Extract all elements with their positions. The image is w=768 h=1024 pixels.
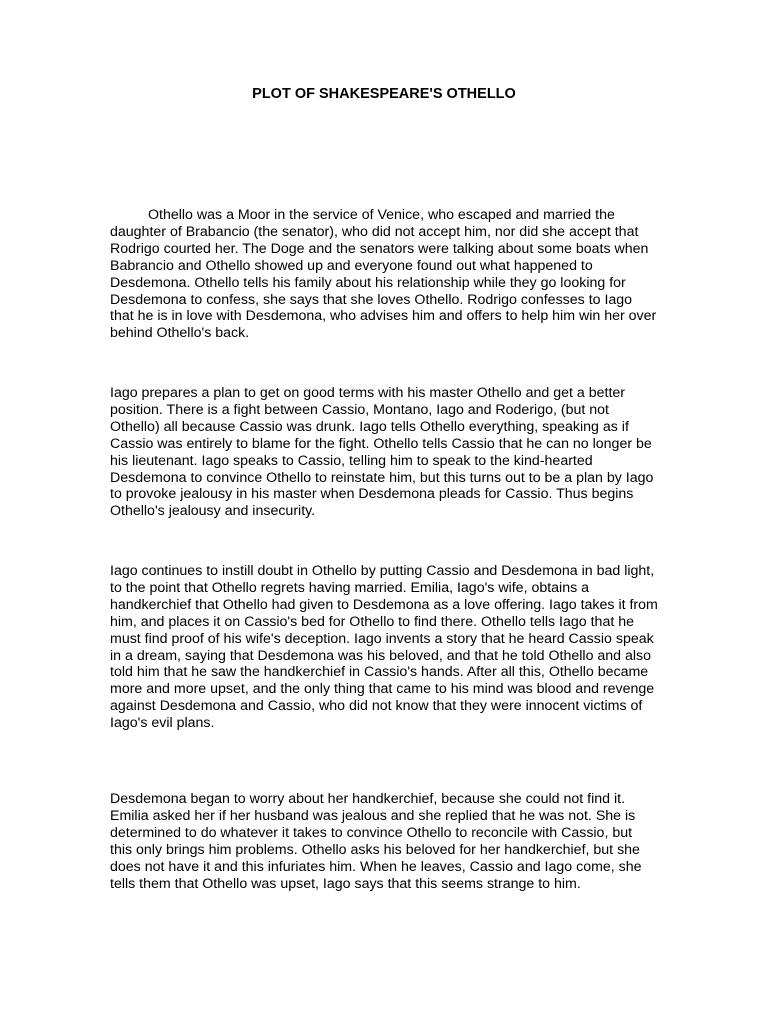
paragraph-2: Iago prepares a plan to get on good terms with his master Othello and get a better position. There is a fight between Cassio, Montano, Iago and Roderigo, (but not Othello) all because Cassio was drunk. Iago tells Othello everything, speaking as if Cassio was entirely to blame for the fight. Othello tells Cassio that he can no longer be his lieutenant. Iago speaks to Cassio, telling him to speak to the kind-hearted Desdemona to convince Othello to reinstate him, but this turns out to be a plan by Iago to provoke jealousy in his master when Desdemona pleads for Cassio. Thus begins Othello's jealousy and insecurity. [110, 385, 654, 520]
paragraph-1: Othello was a Moor in the service of Venice, who escaped and married the daughter of Brabancio (the senator), who did not accept him, nor did she accept that Rodrigo courted her. The Doge and the senators were talking about some boats when Babrancio and Othello showed up and everyone found out what happened to Desdemona. Othello tells his family about his relationship while they go looking for Desdemona to confess, she says that she loves Othello. Rodrigo confesses to Iago that he is in love with Desdemona, who advises him and offers to help him win her over behind Othello's back. [110, 207, 657, 342]
document-title: PLOT OF SHAKESPEARE'S OTHELLO [252, 86, 516, 102]
paragraph-4: Desdemona began to worry about her handkerchief, because she could not find it. Emilia asked her if her husband was jealous and she replied that he was not. She is determined to do whatever it takes to convince Othello to reconcile with Cassio, but this only brings him problems. Othello asks his beloved for her handkerchief, but she does not have it and this infuriates him. When he leaves, Cassio and Iago come, she tells them that Othello was upset, Iago says that this seems strange to him. [110, 791, 642, 892]
paragraph-3: Iago continues to instill doubt in Othello by putting Cassio and Desdemona in bad light, to the point that Othello regrets having married. Emilia, Iago's wife, obtains a handkerchief that Othello had given to Desdemona as a love offering. Iago takes it from him, and places it on Cassio's bed for Othello to find there. Othello tells Iago that he must find proof of his wife's deception. Iago invents a story that he heard Cassio speak in a dream, saying that Desdemona was his beloved, and that he told Othello and also told him that he saw the handkerchief in Cassio's hands. After all this, Othello became more and more upset, and the only thing that came to his mind was blood and revenge against Desdemona and Cassio, who did not know that they were innocent victims of Iago's evil plans. [110, 563, 658, 732]
